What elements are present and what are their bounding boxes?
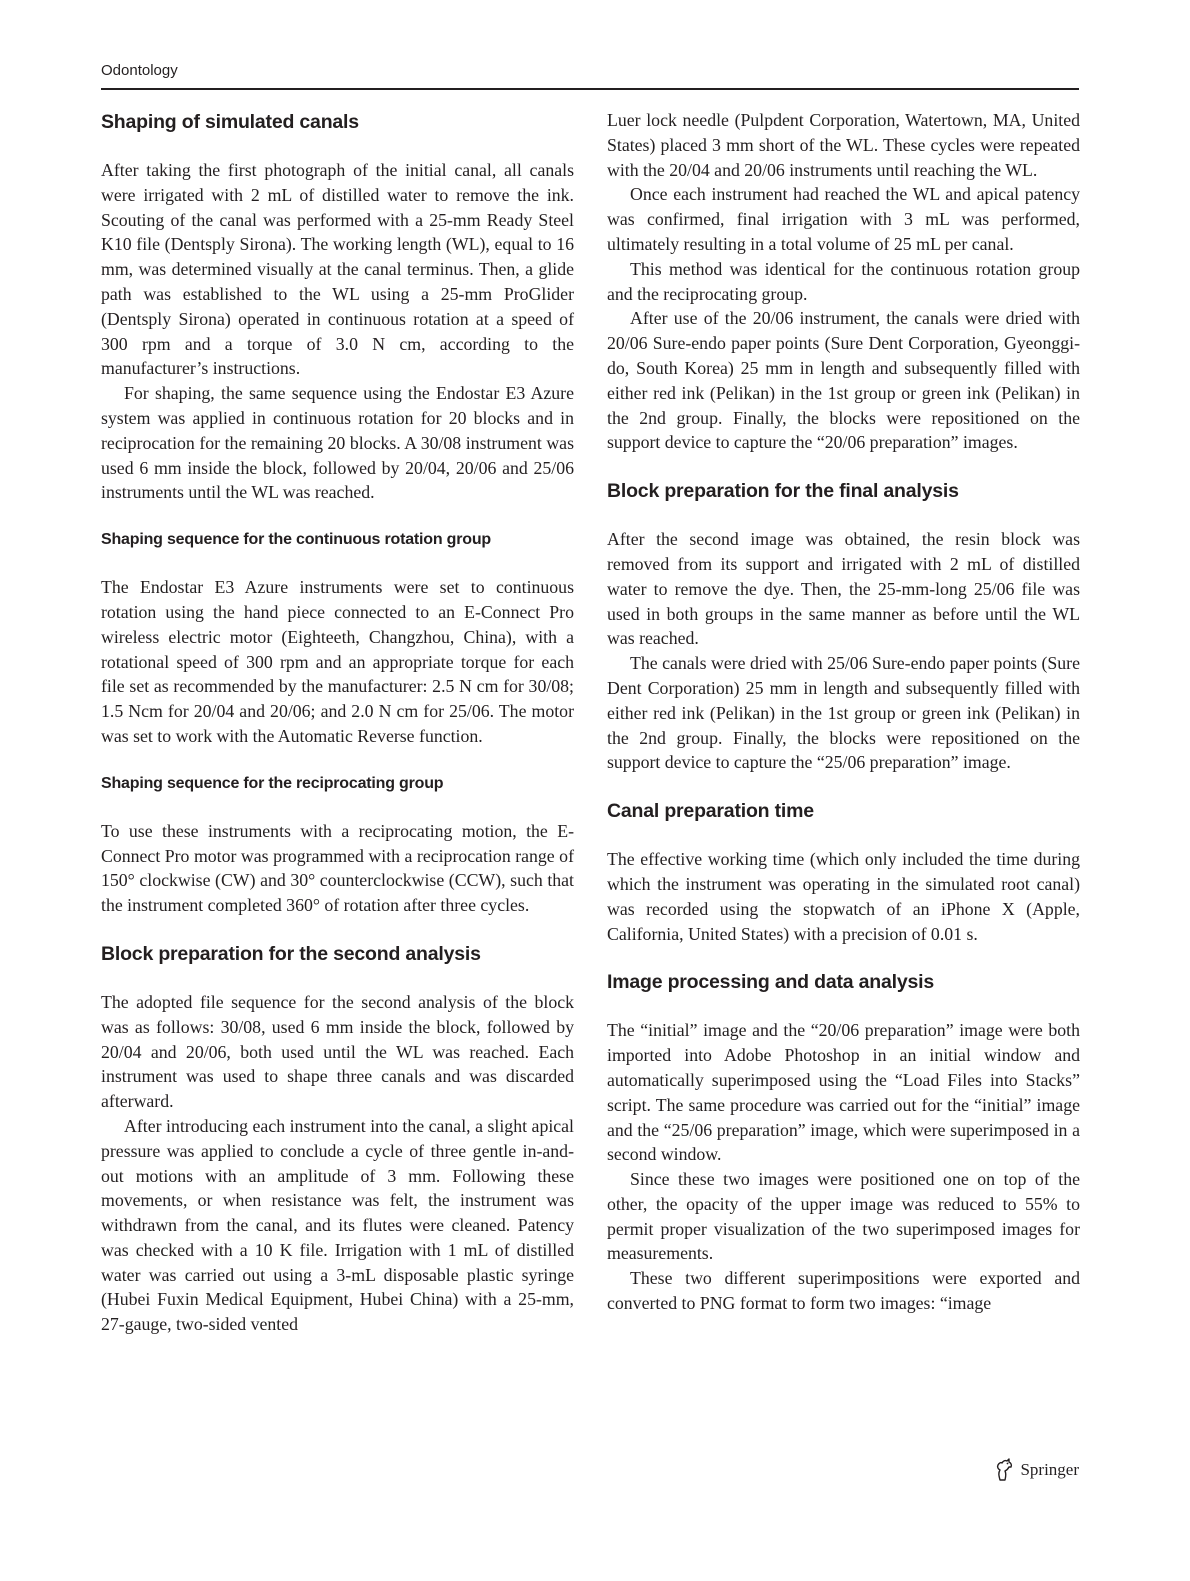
section-heading-final-analysis: Block preparation for the final analysis (607, 480, 959, 503)
publisher-name: Springer (1020, 1460, 1079, 1479)
paragraph: The canals were dried with 25/06 Sure-endo paper points (Sure Dent Corporation) 25 mm in length and subsequently filled with either red ink (Pelikan) in the 1st group or green ink (Pelikan) in the 2nd group. Finally, the blocks were repositioned on the support device to capture the “25/06 preparation” image. (607, 653, 1080, 773)
paragraph: The Endostar E3 Azure instruments were set to continuous rotation using the hand piece connected to an E-Connect Pro wireless electric motor (Eighteeth, Changzhou, China), with a rotational speed of 300 rpm and an appropriate torque for each file set as recommended by the manufacturer: 2.5 N cm for 30/08; 1.5 Ncm for 20/04 and 20/06; and 2.0 N cm for 25/06. The motor was set to work with the Automatic Reverse function. (101, 577, 574, 746)
paragraph: The “initial” image and the “20/06 preparation” image were both imported into Adobe Photoshop in an initial window and automatically superimposed using the “Load Files into Stacks” script. The same procedure was carried out for the “initial” image and the “25/06 preparation” image, which were superimposed in a second window. (607, 1020, 1080, 1165)
paragraph: The adopted file sequence for the second analysis of the block was as follows: 30/08, used 6 mm inside the block, followed by 20/04 and 20/06, both used until the WL was reached. Each instrument was used to shape three canals and was discarded afterward. (101, 991, 574, 1112)
section-heading-shaping: Shaping of simulated canals (101, 111, 359, 133)
subsection-heading-continuous: Shaping sequence for the continuous rotation group (101, 531, 492, 549)
paragraph: Since these two images were positioned one on top of the other, the opacity of the upper image was reduced to 55% to permit proper visualization of the two superimposed images for measurements. (607, 1169, 1080, 1264)
paragraph: These two different superimpositions were exported and converted to PNG format to form two images: “image (607, 1268, 1080, 1314)
paragraph: This method was identical for the continuous rotation group and the reciprocating group. (607, 258, 1080, 304)
springer-horse-icon (994, 1458, 1014, 1482)
header-rule (101, 88, 1079, 90)
section-heading-second-analysis: Block preparation for the second analysis (101, 942, 481, 965)
footer-publisher (994, 1458, 1079, 1482)
left-column (101, 108, 574, 1337)
paragraph: Once each instrument had reached the WL and apical patency was confirmed, final irrigation with 3 mL was performed, ultimately resulting in a total volume of 25 mL per canal. (607, 184, 1080, 254)
section-heading-preparation-time: Canal preparation time (607, 800, 814, 823)
paragraph: Luer lock needle (Pulpdent Corporation, Watertown, MA, United States) placed 3 mm short of the WL. These cycles were repeated with the 20/04 and 20/06 instruments until reaching the WL. (607, 110, 1080, 180)
section-heading-image-processing: Image processing and data analysis (607, 971, 934, 994)
paragraph: After taking the first photograph of the initial canal, all canals were irrigated with 2 mL of distilled water to remove the ink. Scouting of the canal was performed with a 25-mm Ready Steel K10 file (Dentsply Sirona). The working length (WL), equal to 16 mm, was determined visually at the canal terminus. Then, a glide path was established to the WL using a 25-mm ProGlider (Dentsply Sirona) operated in continuous rotation at a speed of 300 rpm and a torque of 3.0 N cm, according to the manufacturer’s instructions. (101, 160, 574, 379)
paragraph: After introducing each instrument into the canal, a slight apical pressure was applied to conclude a cycle of three gentle in-and-out motions with an amplitude of 3 mm. Following these movements, or when resistance was felt, the instrument was withdrawn from the canal, and its flutes were cleaned. Patency was checked with a 10 K file. Irrigation with 1 mL of distilled water was carried out using a 3-mL disposable plastic syringe (Hubei Fuxin Medical Equipment, Hubei China) with a 25-mm, 27-gauge, two-sided vented (101, 1115, 574, 1335)
paragraph: After use of the 20/06 instrument, the canals were dried with 20/06 Sure-endo paper points (Sure Dent Corporation, Gyeonggi-do, South Korea) 25 mm in length and subsequently filled with either red ink (Pelikan) in the 1st group or green ink (Pelikan) in the 2nd group. Finally, the blocks were repositioned on the support device to capture the “20/06 preparation” images. (607, 308, 1080, 453)
paragraph: After the second image was obtained, the resin block was removed from its support and irrigated with 2 mL of distilled water to remove the dye. Then, the 25-mm-long 25/06 file was used in both groups in the same manner as before until the WL was reached. (607, 529, 1080, 649)
paragraph: The effective working time (which only included the time during which the instrument was operating in the simulated root canal) was recorded using the stopwatch of an iPhone X (Apple, California, United States) with a precision of 0.01 s. (607, 849, 1080, 944)
paragraph: For shaping, the same sequence using the Endostar E3 Azure system was applied in continuous rotation for 20 blocks and in reciprocation for the remaining 20 blocks. A 30/08 instrument was used 6 mm inside the block, followed by 20/04, 20/06 and 25/06 instruments until the WL was reached. (101, 383, 574, 503)
running-head-journal: Odontology (101, 62, 178, 79)
subsection-heading-reciprocating: Shaping sequence for the reciprocating group (101, 774, 444, 792)
paragraph: To use these instruments with a reciprocating motion, the E-Connect Pro motor was programmed with a reciprocation range of 150° clockwise (CW) and 30° counterclockwise (CCW), such that the instrument completed 360° of rotation after three cycles. (101, 820, 574, 916)
right-column (607, 108, 1080, 1316)
